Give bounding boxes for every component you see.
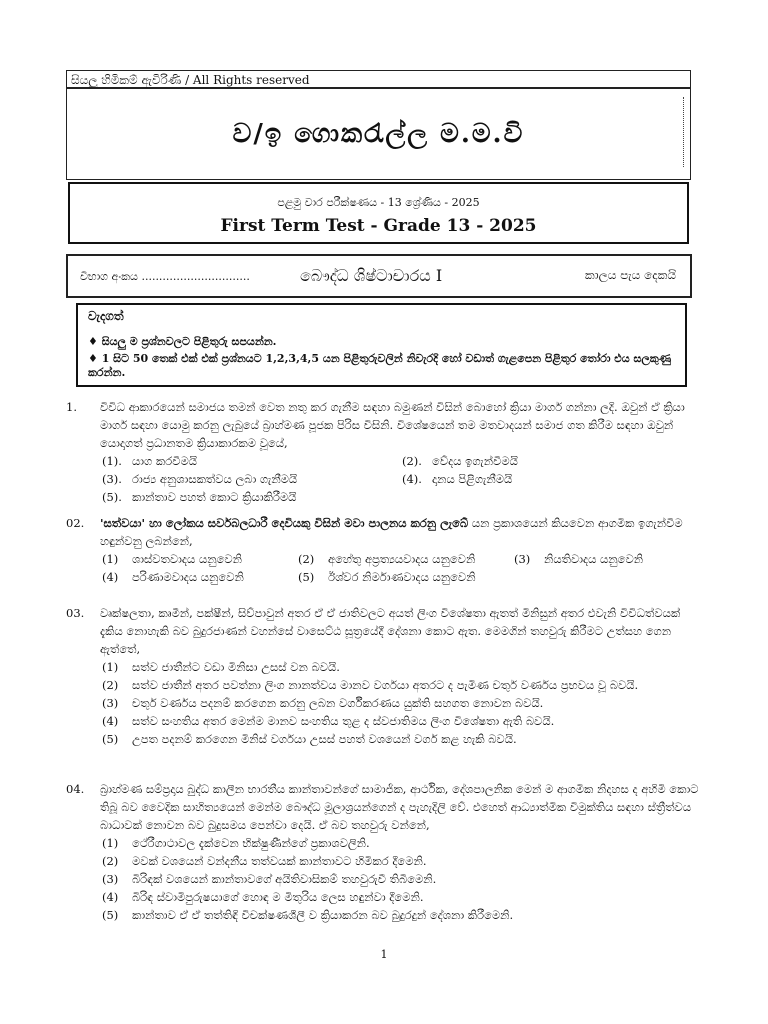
question-number: 02. bbox=[66, 516, 85, 530]
options bbox=[102, 550, 706, 586]
option-number: (5). bbox=[102, 490, 122, 504]
options bbox=[102, 834, 706, 924]
question-text: වෘක්ෂලතා, කෘමීන්, පක්ෂීන්, සිව්පාවුන් අතර ඒ ඒ ජාතිවලට අයත් ලිංග විශේෂතා ඇතත් මිනිසුන් අතර එවැනි විවිධත්වයක් දැකිය නොහැකි බව බුදුරජාණන් වහන්සේ වාසෙට්ඨ සූත්‍රයේදී දේශනා කොට ඇත. මෙමගින් තහවුරු කිරීමට උත්සහ ගෙන ඇත්තේ, bbox=[100, 606, 681, 656]
school-name: ව/ඉ ගොකරැල්ල ම.ම.වි bbox=[232, 119, 525, 149]
question-text bbox=[100, 514, 706, 550]
instruction-item: ♦ 1 සිට 50 තෙක් එක් එක් ප්‍රශ්නයට 1,2,3,4,5 යන පිළිතුරුවලින් නිවැරදි හෝ වඩාත් ගැළපෙන පිළිතුර තෝරා එය සලකුණු කරන්න. bbox=[88, 352, 672, 379]
option-text: කාන්තාව ඒ ඒ තත්තිඳි විචක්ෂණශීලී ව ක්‍රියාකරන බව බුදුරදුන් දේශනා කිරීමෙනි. bbox=[132, 908, 514, 922]
question-4 bbox=[66, 780, 706, 924]
instructions-box bbox=[76, 303, 687, 387]
exam-title-english: First Term Test - Grade 13 - 2025 bbox=[220, 216, 537, 236]
option-text: චතුර් වර්ණය පදනම් කරගෙන කරනු ලබන වර්ගීකරණය යුක්ති සහගත නොවන බවයි. bbox=[132, 696, 544, 710]
option-text: කාන්තාව පහත් කොට ක්‍රියාකිරීමයි bbox=[132, 490, 297, 504]
question-1 bbox=[66, 398, 706, 506]
option-text: බිරිඳක් වශයෙන් කාන්තාවගේ අයිතිවාසිකම් තහවුරුවී තිබීමෙනි. bbox=[132, 872, 437, 886]
option-number: (4) bbox=[102, 714, 119, 728]
option-number: (5) bbox=[298, 570, 315, 584]
margin-bracket bbox=[677, 97, 684, 167]
option-number: (3) bbox=[514, 552, 531, 566]
option-text: මවක් වශයෙන් වන්දනීය තත්වයක් කාන්තාවට හිමිකර දීමෙනි. bbox=[132, 854, 427, 868]
option-text: ථේරීගාථාවල දැක්වෙන භික්ෂුණීන්ගේ ප්‍රකාශවලිනි. bbox=[132, 836, 370, 850]
option-text: සත්ව සංහතිය අතර මෙන්ම මානව සංහතිය තුළ ද ස්වජාතිමය ලිංග විශේෂතා ඇති බවයි. bbox=[132, 714, 555, 728]
options bbox=[102, 658, 706, 748]
option-number: (1) bbox=[102, 660, 119, 674]
option-number: (1). bbox=[102, 454, 122, 468]
option-number: (3). bbox=[102, 472, 122, 486]
option-text: සත්ව ජාතීන් අතර පවත්නා ලිංග නානත්වය මානව වර්ගයා අතරට ද පැමිණ චතුර් වර්ණය ප්‍රභවය වූ බවයි. bbox=[132, 678, 639, 692]
exam-title-sinhala: පළමු වාර පරීක්ෂණය - 13 ශ්‍රේණිය - 2025 bbox=[277, 196, 480, 209]
school-header-box bbox=[66, 88, 691, 180]
option-number: (2) bbox=[102, 678, 119, 692]
rights-notice: සියලු හිමිකම් ඇවිරිණි / All Rights reserved bbox=[66, 70, 691, 88]
question-text: බ්‍රාහ්මණ සම්ප්‍රදාය බුද්ධ කාලීන භාරතීය කාන්තාවන්ගේ සාමාජික, ආර්ථික, දේශපාලනික මෙන් ම ආගමික නිදහස ද අහිමි කොට තිබූ බව වෛදික සාහිත්‍යයෙන් මෙන්ම බෞද්ධ මූලාශ්‍රයන්ගෙන් ද පැහැදිලි වේ. එහෙත් ආධ්‍යාත්මික විමුක්තිය සඳහා ස්ත්‍රීත්වය බාධාවක් නොවන බව බුදුසමය පෙන්වා දෙයි. ඒ බව තහවුරු වන්නේ, bbox=[100, 782, 699, 832]
option-number: (2). bbox=[402, 454, 422, 468]
question-text-rest: යන ප්‍රකාශයෙන් කියවෙන ආගමික ඉගැන්වීම හඳුන්වනු ලබන්නේ, bbox=[100, 516, 683, 548]
exam-title-box bbox=[68, 182, 689, 244]
time-label: කාලය පැය දෙකයි bbox=[584, 268, 676, 282]
option-text: අහේතු අප්‍රත්‍යයවාදය යනුවෙනි bbox=[328, 552, 476, 566]
question-3 bbox=[66, 604, 706, 748]
option-text: සත්ව ජාතීන්ට වඩා මිනිසා උසස් වන බවයි. bbox=[132, 660, 340, 674]
subject-box bbox=[66, 254, 692, 298]
option-text: උපත පදනම් කරගෙන මිනිස් වර්ගයා උසස් පහත් වශයෙන් වර්ග කළ හැකි බවයි. bbox=[132, 732, 517, 746]
option-number: (4) bbox=[102, 890, 119, 904]
option-text: පරිණාමවාදය යනුවෙනි bbox=[132, 570, 244, 584]
option-text: නියතිවාදය යනුවෙනි bbox=[544, 552, 644, 566]
instructions-title: වැදගත් bbox=[88, 309, 124, 323]
option-text: ශාස්වතවාදය යනුවෙනි bbox=[132, 552, 243, 566]
question-text: විවිධ ආකාරයෙන් සමාජය තමන් වෙත නතු කර ගැනීම සඳහා බමුණන් විසින් බොහෝ ක්‍රියා මාර්ග ගන්නා ලදි. ඔවුන් ඒ ක්‍රියා මාර්ග සඳහා යොමු කරනු ලැබුයේ බ්‍රාහ්මණ පූජක පිරිස විසිනි. විශේෂයෙන් තම මතවාදයන් සමාජ ගත කිරීම සඳහා ඔවුන් යොදාගත් ප්‍රධානතම ක්‍රියාකාරකම වූයේ, bbox=[100, 400, 685, 450]
index-number-label: විභාග අංකය ............................... bbox=[80, 270, 250, 283]
question-2 bbox=[66, 514, 706, 586]
subject-name: බෞද්ධ ශිෂ්ටාචාරය I bbox=[300, 266, 443, 285]
option-number: (2) bbox=[102, 854, 119, 868]
options bbox=[102, 452, 706, 506]
option-number: (3) bbox=[102, 696, 119, 710]
option-text: දානය පිළිගැනීමයි bbox=[432, 472, 513, 486]
option-number: (5) bbox=[102, 908, 119, 922]
question-number: 04. bbox=[66, 782, 85, 796]
question-quote: 'සත්වයා' හා ලෝකය සර්වබලධාරී දෙවියකු විසින් මවා පාලනය කරනු ලැබේ bbox=[100, 516, 469, 530]
question-number: 03. bbox=[66, 606, 85, 620]
option-text: යාග කරවීමයි bbox=[132, 454, 198, 468]
option-text: බිරිඳ ස්වාමිපුරුෂයාගේ හොඳ ම මිතුරිය ලෙස හඳුන්වා දීමෙනි. bbox=[132, 890, 424, 904]
option-number: (2) bbox=[298, 552, 315, 566]
option-number: (4) bbox=[102, 570, 119, 584]
option-number: (4). bbox=[402, 472, 422, 486]
question-number: 1. bbox=[66, 400, 77, 414]
option-text: ඊශ්වර නිර්මාණවාදය යනුවෙනි bbox=[328, 570, 476, 584]
instruction-item: ♦ සියලු ම ප්‍රශ්නවලට පිළිතුරු සපයන්න. bbox=[88, 335, 277, 348]
option-number: (1) bbox=[102, 836, 119, 850]
option-text: වේදය ඉගැන්වීමයි bbox=[432, 454, 518, 468]
option-number: (5) bbox=[102, 732, 119, 746]
option-text: රාජ්‍ය අනුශාසකත්වය ලබා ගැනීමයි bbox=[132, 472, 298, 486]
page-number: 1 bbox=[380, 948, 388, 961]
option-number: (3) bbox=[102, 872, 119, 886]
option-number: (1) bbox=[102, 552, 119, 566]
